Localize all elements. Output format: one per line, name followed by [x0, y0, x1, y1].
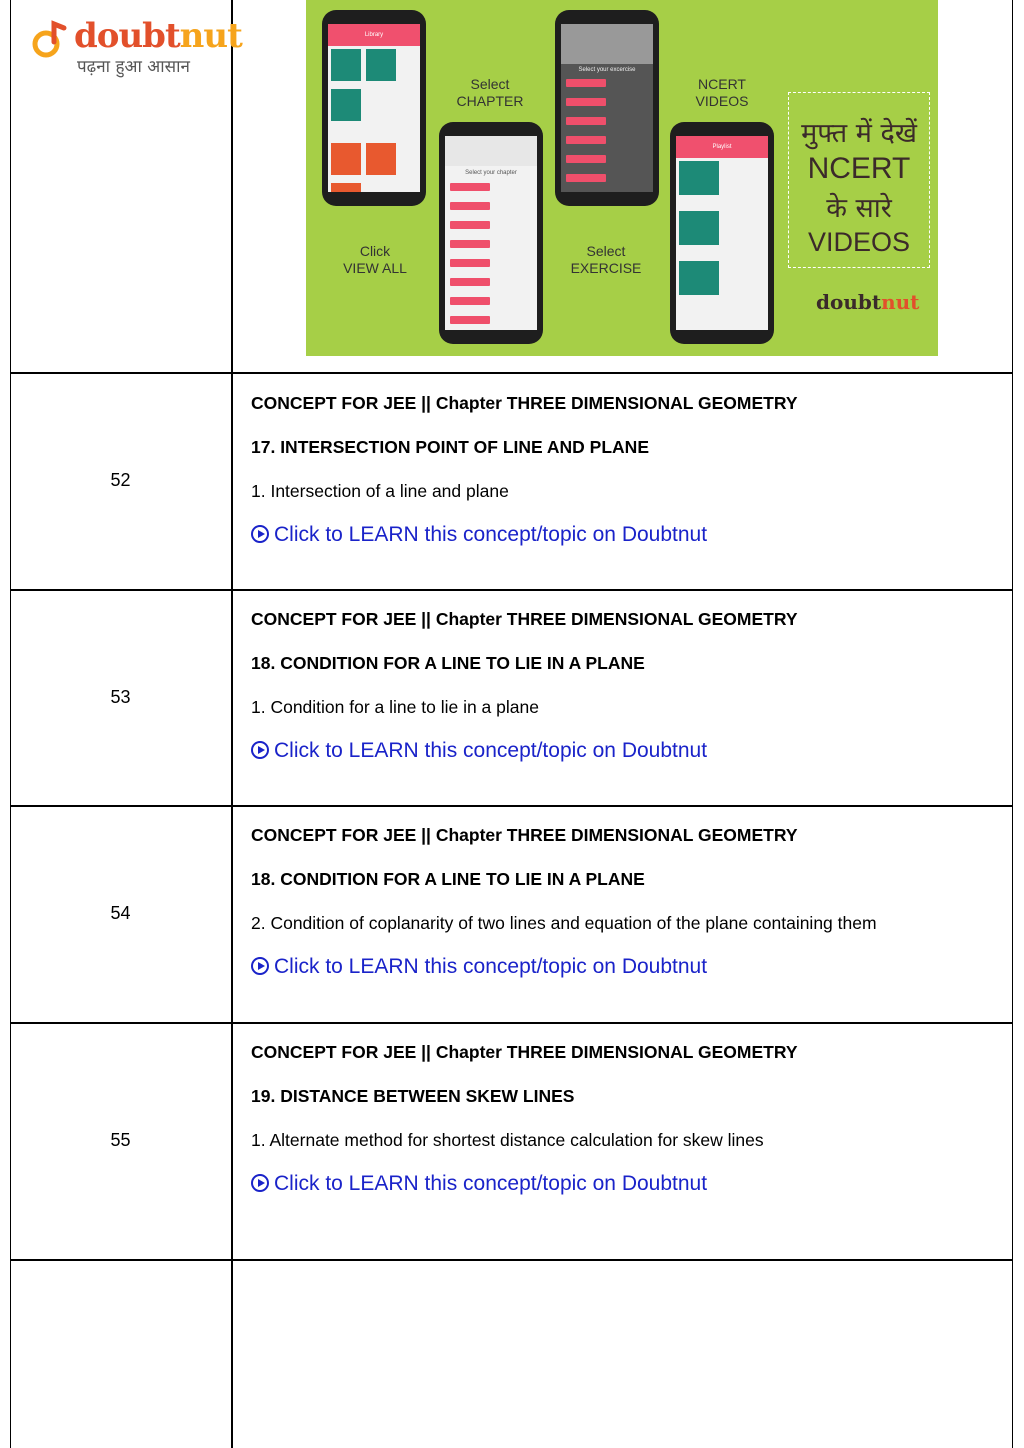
play-circle-icon: [251, 525, 269, 543]
topic-text: 2. Condition of coplanarity of two lines and equation of the plane containing them: [251, 913, 877, 933]
play-circle-icon: [251, 741, 269, 759]
row-divider: [10, 1022, 1013, 1024]
phone-screen-title: Select your excercise: [578, 67, 636, 73]
topic-text: 1. Alternate method for shortest distance calculation for skew lines: [251, 1130, 764, 1150]
table-row: [251, 1042, 991, 1196]
hindi-promo-box: [788, 92, 930, 268]
hindi-promo-line: VIDEOS: [807, 227, 911, 257]
table-row: [251, 825, 991, 979]
row-divider: [10, 1259, 1013, 1261]
section-heading: 17. INTERSECTION POINT OF LINE AND PLANE: [251, 437, 649, 457]
row-divider: [10, 805, 1013, 807]
phone-mockup-chapter: [439, 122, 543, 344]
column-divider: [231, 0, 233, 1448]
play-circle-icon: [251, 957, 269, 975]
row-number: 52: [110, 470, 131, 490]
row-divider: [10, 589, 1013, 591]
topic-text: 1. Condition for a line to lie in a plane: [251, 697, 539, 717]
row-divider: [10, 372, 1013, 374]
section-heading: 18. CONDITION FOR A LINE TO LIE IN A PLANE: [251, 869, 645, 889]
banner-label-ncert-videos: NCERT VIDEOS: [695, 76, 749, 109]
banner-label-select-exercise: Select EXERCISE: [570, 243, 642, 276]
concept-heading: CONCEPT FOR JEE || Chapter THREE DIMENSIONAL GEOMETRY: [251, 609, 798, 629]
phone-screen-title: Select your chapter: [465, 170, 517, 176]
banner-label-click-view-all: Click VIEW ALL: [343, 243, 407, 276]
doubtnut-logo-icon: [30, 20, 70, 60]
logo-wordmark: [74, 16, 242, 56]
learn-link[interactable]: Click to LEARN this concept/topic on Doubtnut: [251, 1171, 707, 1196]
learn-link[interactable]: Click to LEARN this concept/topic on Doubtnut: [251, 522, 707, 547]
phone-mockup-playlist: [670, 122, 774, 344]
banner-doubtnut-logo: doubtnut: [816, 290, 920, 314]
concept-heading: CONCEPT FOR JEE || Chapter THREE DIMENSIONAL GEOMETRY: [251, 393, 798, 413]
ncert-videos-banner[interactable]: [306, 0, 938, 356]
phone-mockup-exercise: [555, 10, 659, 206]
phone-screen-title: Playlist: [712, 144, 732, 150]
learn-link[interactable]: Click to LEARN this concept/topic on Doubtnut: [251, 738, 707, 763]
topic-text: 1. Intersection of a line and plane: [251, 481, 509, 501]
phone-screen-title: Library: [364, 32, 384, 38]
row-number: 55: [110, 1130, 131, 1150]
logo-word-nut: nut: [179, 16, 242, 56]
section-heading: 18. CONDITION FOR A LINE TO LIE IN A PLANE: [251, 653, 645, 673]
table-row: [251, 609, 991, 763]
concept-heading: CONCEPT FOR JEE || Chapter THREE DIMENSIONAL GEOMETRY: [251, 825, 798, 845]
row-number: 54: [110, 903, 131, 923]
logo-word-doubt: doubt: [74, 16, 180, 56]
row-number: 53: [110, 687, 131, 707]
logo-tagline: पढ़ना हुआ आसान: [77, 57, 190, 77]
hindi-promo-line: NCERT: [807, 152, 911, 185]
doubtnut-logo: [30, 16, 242, 77]
banner-label-select-chapter: Select CHAPTER: [456, 76, 524, 109]
table-row: [251, 393, 991, 547]
learn-link[interactable]: Click to LEARN this concept/topic on Doubtnut: [251, 954, 707, 979]
hindi-promo-line: मुफ्त में देखें: [801, 118, 917, 149]
section-heading: 19. DISTANCE BETWEEN SKEW LINES: [251, 1086, 575, 1106]
phone-mockup-library: [322, 10, 426, 206]
hindi-promo-line: के सारे: [826, 193, 892, 224]
play-circle-icon: [251, 1174, 269, 1192]
concept-heading: CONCEPT FOR JEE || Chapter THREE DIMENSIONAL GEOMETRY: [251, 1042, 798, 1062]
